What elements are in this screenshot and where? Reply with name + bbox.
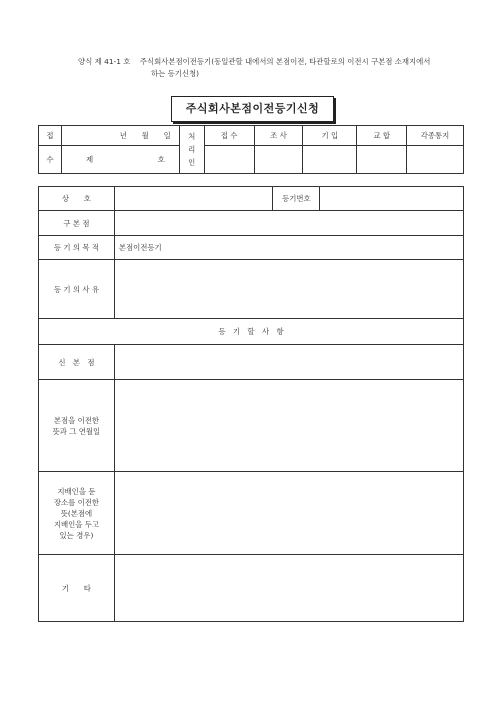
cell-entry[interactable] (303, 146, 357, 174)
purpose-value: 본점이전등기 (118, 243, 162, 252)
handler-char-3: 인 (188, 158, 196, 167)
branch-label-1: 지배인을 둔 (57, 486, 96, 496)
receipt-table (38, 125, 464, 174)
handler-cell (179, 126, 204, 174)
handler-char-1: 처 (188, 132, 196, 141)
form-description: 주식회사본점이전등기(동일관할 내에서의 본점이전, 타관할로의 이전시 구본점 소재지에서 (139, 57, 431, 66)
etc-field[interactable] (114, 555, 463, 622)
relocation-label-1: 본점을 이전한 (53, 415, 100, 425)
branch-field[interactable] (114, 472, 463, 555)
branch-label-2: 장소를 이전한 (53, 497, 100, 507)
form-description-cont: 하는 등기신청) (151, 69, 200, 78)
relocation-label (39, 380, 115, 472)
header-line-2 (78, 68, 488, 80)
receipt-label-top: 접 (39, 126, 62, 146)
relocation-field[interactable] (114, 380, 463, 472)
cause-label: 등 기 의 사 유 (39, 260, 115, 319)
etc-label: 기 타 (39, 555, 115, 622)
col-receipt: 접 수 (204, 126, 254, 146)
receipt-number[interactable] (61, 146, 179, 174)
receipt-number-suffix: 호 (157, 155, 165, 164)
handler-char-2: 리 (188, 145, 196, 154)
old-office-field[interactable] (114, 211, 463, 236)
purpose-label: 등 기 의 목 적 (39, 236, 115, 260)
receipt-date[interactable] (61, 126, 179, 146)
receipt-number-prefix: 제 (85, 155, 94, 164)
receipt-label-bottom: 수 (39, 146, 62, 174)
branch-label-3: 뜻(본점에 (60, 508, 93, 518)
cause-field[interactable] (114, 260, 463, 319)
receipt-date-text: 년 월 일 (119, 131, 171, 140)
cell-verify[interactable] (357, 146, 407, 174)
cell-receipt[interactable] (204, 146, 254, 174)
col-verify: 교 합 (357, 126, 407, 146)
col-entry: 기 입 (303, 126, 357, 146)
form-header (78, 56, 488, 80)
cell-notices[interactable] (407, 146, 464, 174)
branch-label-5: 있는 경우) (59, 530, 94, 540)
page-title: 주식회사본점이전등기신청 (171, 96, 334, 122)
purpose-field[interactable] (114, 236, 463, 260)
branch-label-4: 지배인을 두고 (53, 519, 100, 529)
col-notices: 각종통지 (407, 126, 464, 146)
branch-label (39, 472, 115, 555)
new-office-field[interactable] (114, 345, 463, 380)
form-number: 양식 제 41-1 호 (78, 57, 131, 66)
relocation-label-2: 뜻과 그 연월일 (52, 426, 101, 436)
reg-number-field[interactable] (320, 187, 464, 211)
trade-name-field[interactable] (114, 187, 273, 211)
col-review: 조 사 (254, 126, 303, 146)
trade-name-label: 상 호 (39, 187, 115, 211)
new-office-label: 신 본 점 (39, 345, 115, 380)
old-office-label: 구 본 점 (39, 211, 115, 236)
reg-number-label: 등기번호 (273, 187, 320, 211)
application-table (38, 186, 464, 622)
header-line-1 (78, 56, 488, 68)
section-header: 등 기 할 사 항 (39, 319, 464, 345)
cell-review[interactable] (254, 146, 303, 174)
